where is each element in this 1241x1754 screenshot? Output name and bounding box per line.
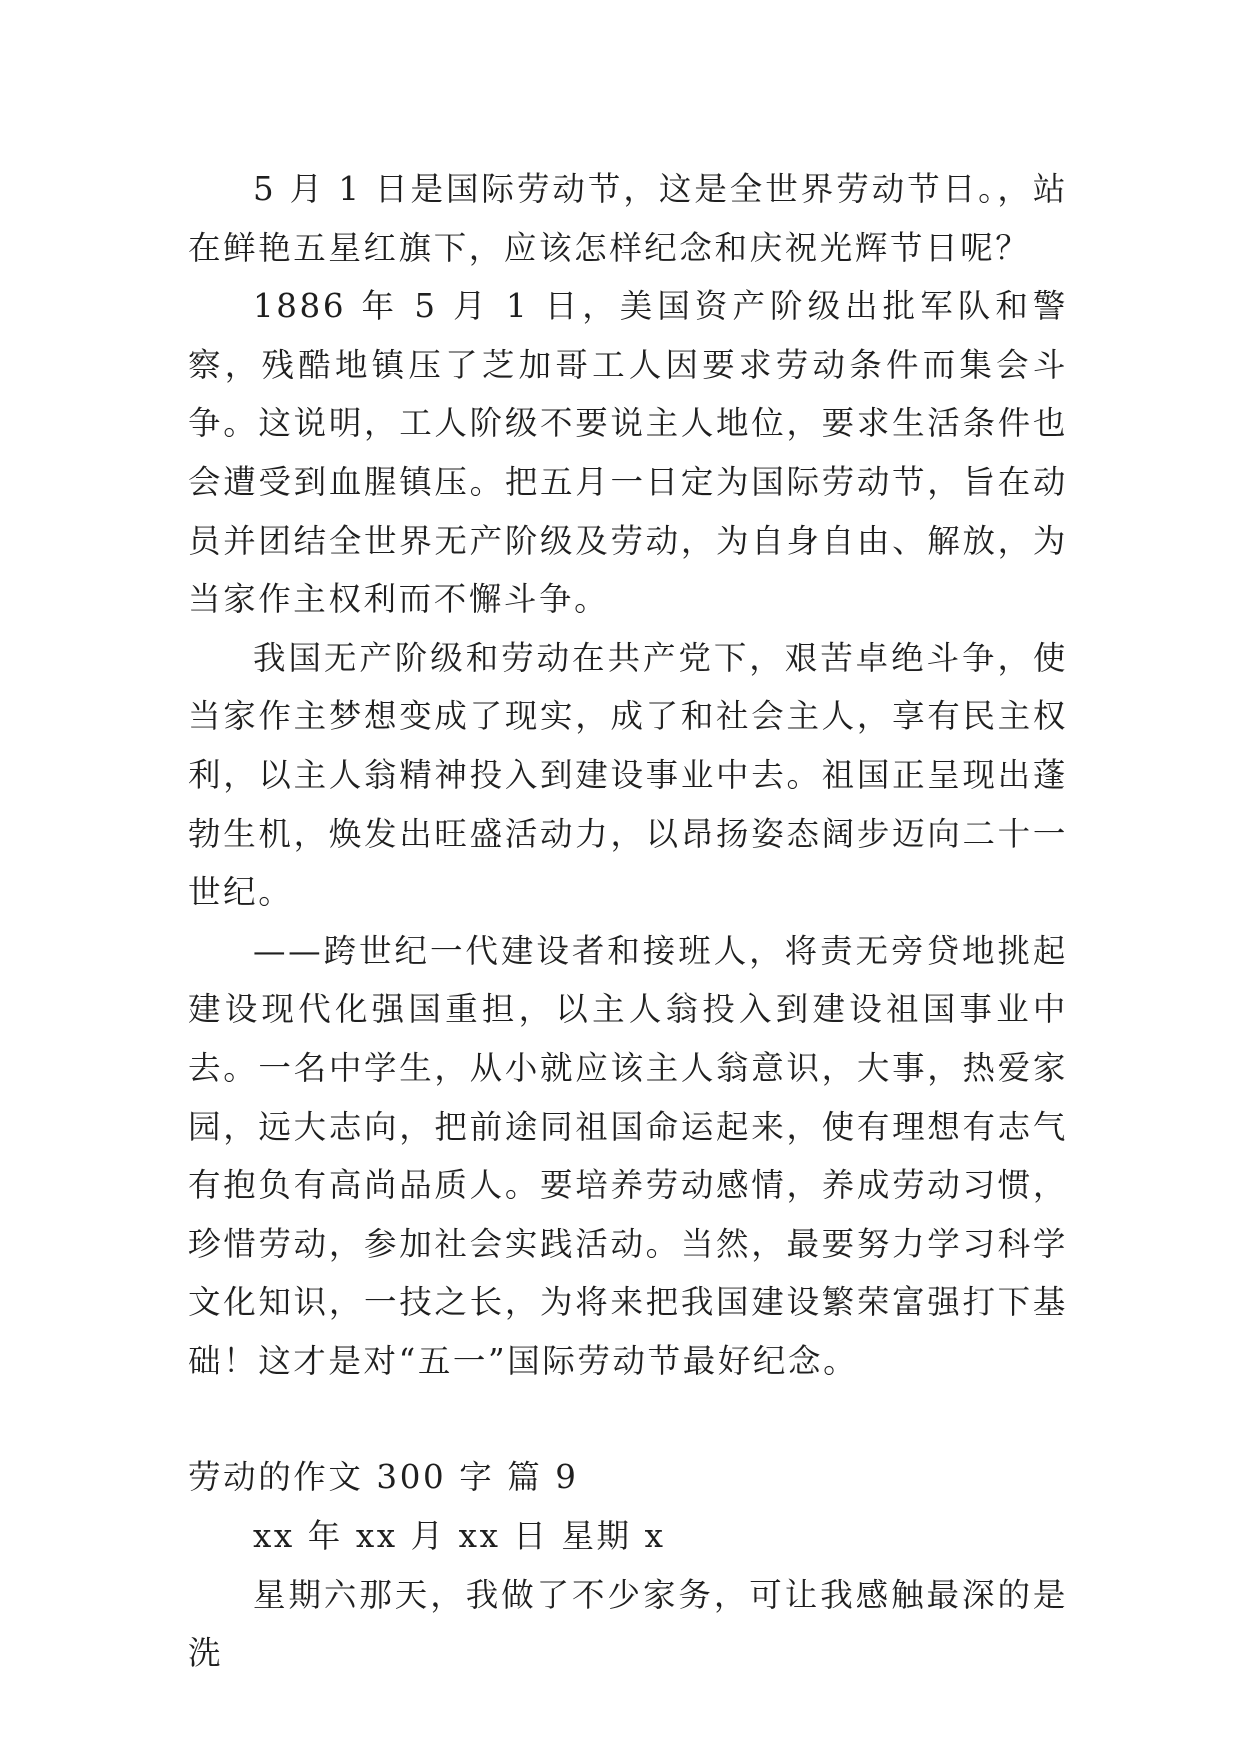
date-line: xx 年 xx 月 xx 日 星期 x <box>253 1517 666 1556</box>
paragraph-may-day-intro: 5 月 1 日是国际劳动节，这是全世界劳动节日。，站在鲜艳五星红旗下，应该怎样纪念和庆祝光辉节日呢？ <box>188 170 1068 267</box>
paragraph-1886-history: 1886 年 5 月 1 日，美国资产阶级出批军队和警察，残酷地镇压了芝加哥工人因要求劳动条件而集会斗争。这说明，工人阶级不要说主人地位，要求生活条件也会遭受到血腥镇压。把五月一日定为国际劳动节，旨在动员并团结全世界无产阶级及劳动，为自身自由、解放，为当家作主权利而不懈斗争。 <box>188 287 1068 619</box>
paragraph-china-workers: 我国无产阶级和劳动在共产党下，艰苦卓绝斗争，使当家作主梦想变成了现实，成了和社会主人，享有民主权利，以主人翁精神投入到建设事业中去。祖国正呈现出蓬勃生机，焕发出旺盛活动力，以昂扬姿态阔步迈向二十一世纪。 <box>188 638 1068 912</box>
paragraph-new-generation: ——跨世纪一代建设者和接班人，将责无旁贷地挑起建设现代化强国重担，以主人翁投入到建设祖国事业中去。一名中学生，从小就应该主人翁意识，大事，热爱家园，远大志向，把前途同祖国命运起来，使有理想有志气有抱负有高尚品质人。要培养劳动感情，养成劳动习惯，珍惜劳动，参加社会实践活动。当然，最要努力学习科学文化知识，一技之长，为将来把我国建设繁荣富强打下基础！这才是对“五一”国际劳动节最好纪念。 <box>188 931 1068 1380</box>
document-body <box>188 160 1068 1683</box>
section-title: 劳动的作文 300 字 篇 9 <box>188 1458 579 1497</box>
paragraph-saturday-chores: 星期六那天，我做了不少家务，可让我感触最深的是洗 <box>188 1575 1068 1673</box>
section-spacer <box>188 1390 1068 1448</box>
